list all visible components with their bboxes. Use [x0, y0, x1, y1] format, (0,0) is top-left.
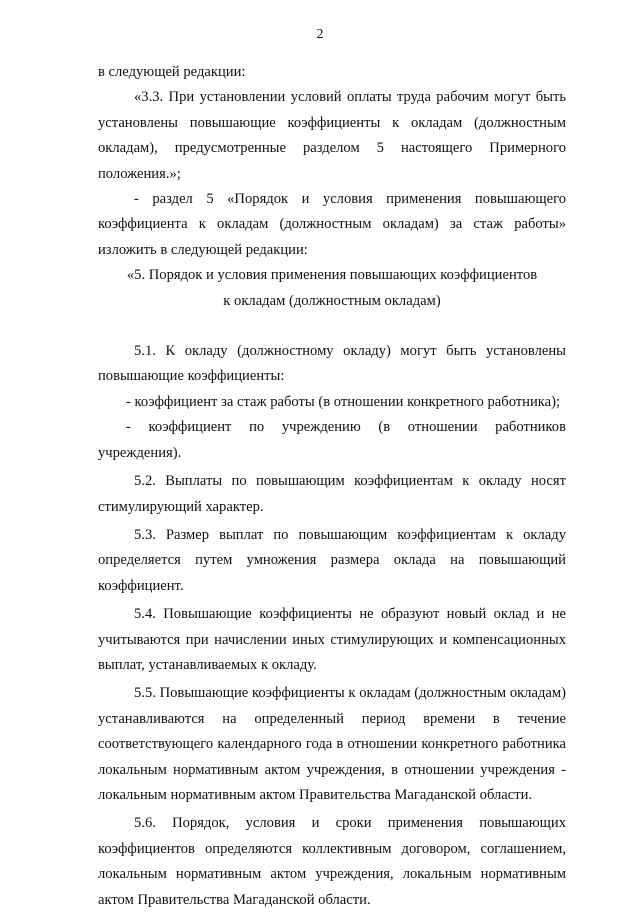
section-heading-line-2: к окладам (должностным окладам) — [223, 292, 441, 309]
paragraph-clause-5-1: 5.1. К окладу (должностному окладу) могут быть установлены повышающие коэффициенты: — [98, 343, 566, 385]
paragraph-clause-5-4: 5.4. Повышающие коэффициенты не образуют новый оклад и не учитываются при начислении иных стимулирующих и компенсационных выплат, устанавливаемых к окладу. — [98, 606, 566, 673]
paragraph-clause-5-6: 5.6. Порядок, условия и сроки применения повышающих коэффициентов определяются коллективным договором, соглашением, локальным нормативным актом учреждения, локальным нормативным актом Правительства Магаданской области. — [98, 815, 566, 908]
section-heading — [98, 263, 566, 314]
page-number: 2 — [316, 27, 324, 42]
paragraph-list-item-2: - коэффициент по учреждению (в отношении работников учреждения). — [98, 419, 566, 461]
paragraph-clause-3-3: «3.3. При установлении условий оплаты труда рабочим могут быть установлены повышающие коэффициенты к окладам (должностным окладам), предусмотренные разделом 5 настоящего Примерного положения.»; — [98, 89, 566, 182]
paragraph-clause-5-2: 5.2. Выплаты по повышающим коэффициентам к окладу носят стимулирующий характер. — [98, 473, 566, 515]
paragraph-intro: в следующей редакции: — [98, 64, 246, 80]
paragraph-clause-5-5: 5.5. Повышающие коэффициенты к окладам (должностным окладам) устанавливаются на определенный период времени в течение соответствующего календарного года в отношении конкретного работника локальным нормативным актом учреждения, в отношении учреждения - локальным нормативным актом Правительства Магаданской области. — [98, 685, 566, 803]
paragraph-clause-5-3: 5.3. Размер выплат по повышающим коэффициентам к окладу определяется путем умножения размера оклада на повышающий коэффициент. — [98, 526, 566, 594]
spacer — [98, 314, 566, 339]
section-heading-line-1: «5. Порядок и условия применения повышающих коэффициентов — [126, 267, 538, 284]
paragraph-list-item-1: - коэффициент за стаж работы (в отношении конкретного работника); — [126, 393, 561, 410]
document-body — [98, 60, 566, 913]
paragraph-section-5-replace: - раздел 5 «Порядок и условия применения повышающего коэффициента к окладам (должностным окладам) за стаж работы» изложить в следующей редакции: — [98, 191, 566, 258]
